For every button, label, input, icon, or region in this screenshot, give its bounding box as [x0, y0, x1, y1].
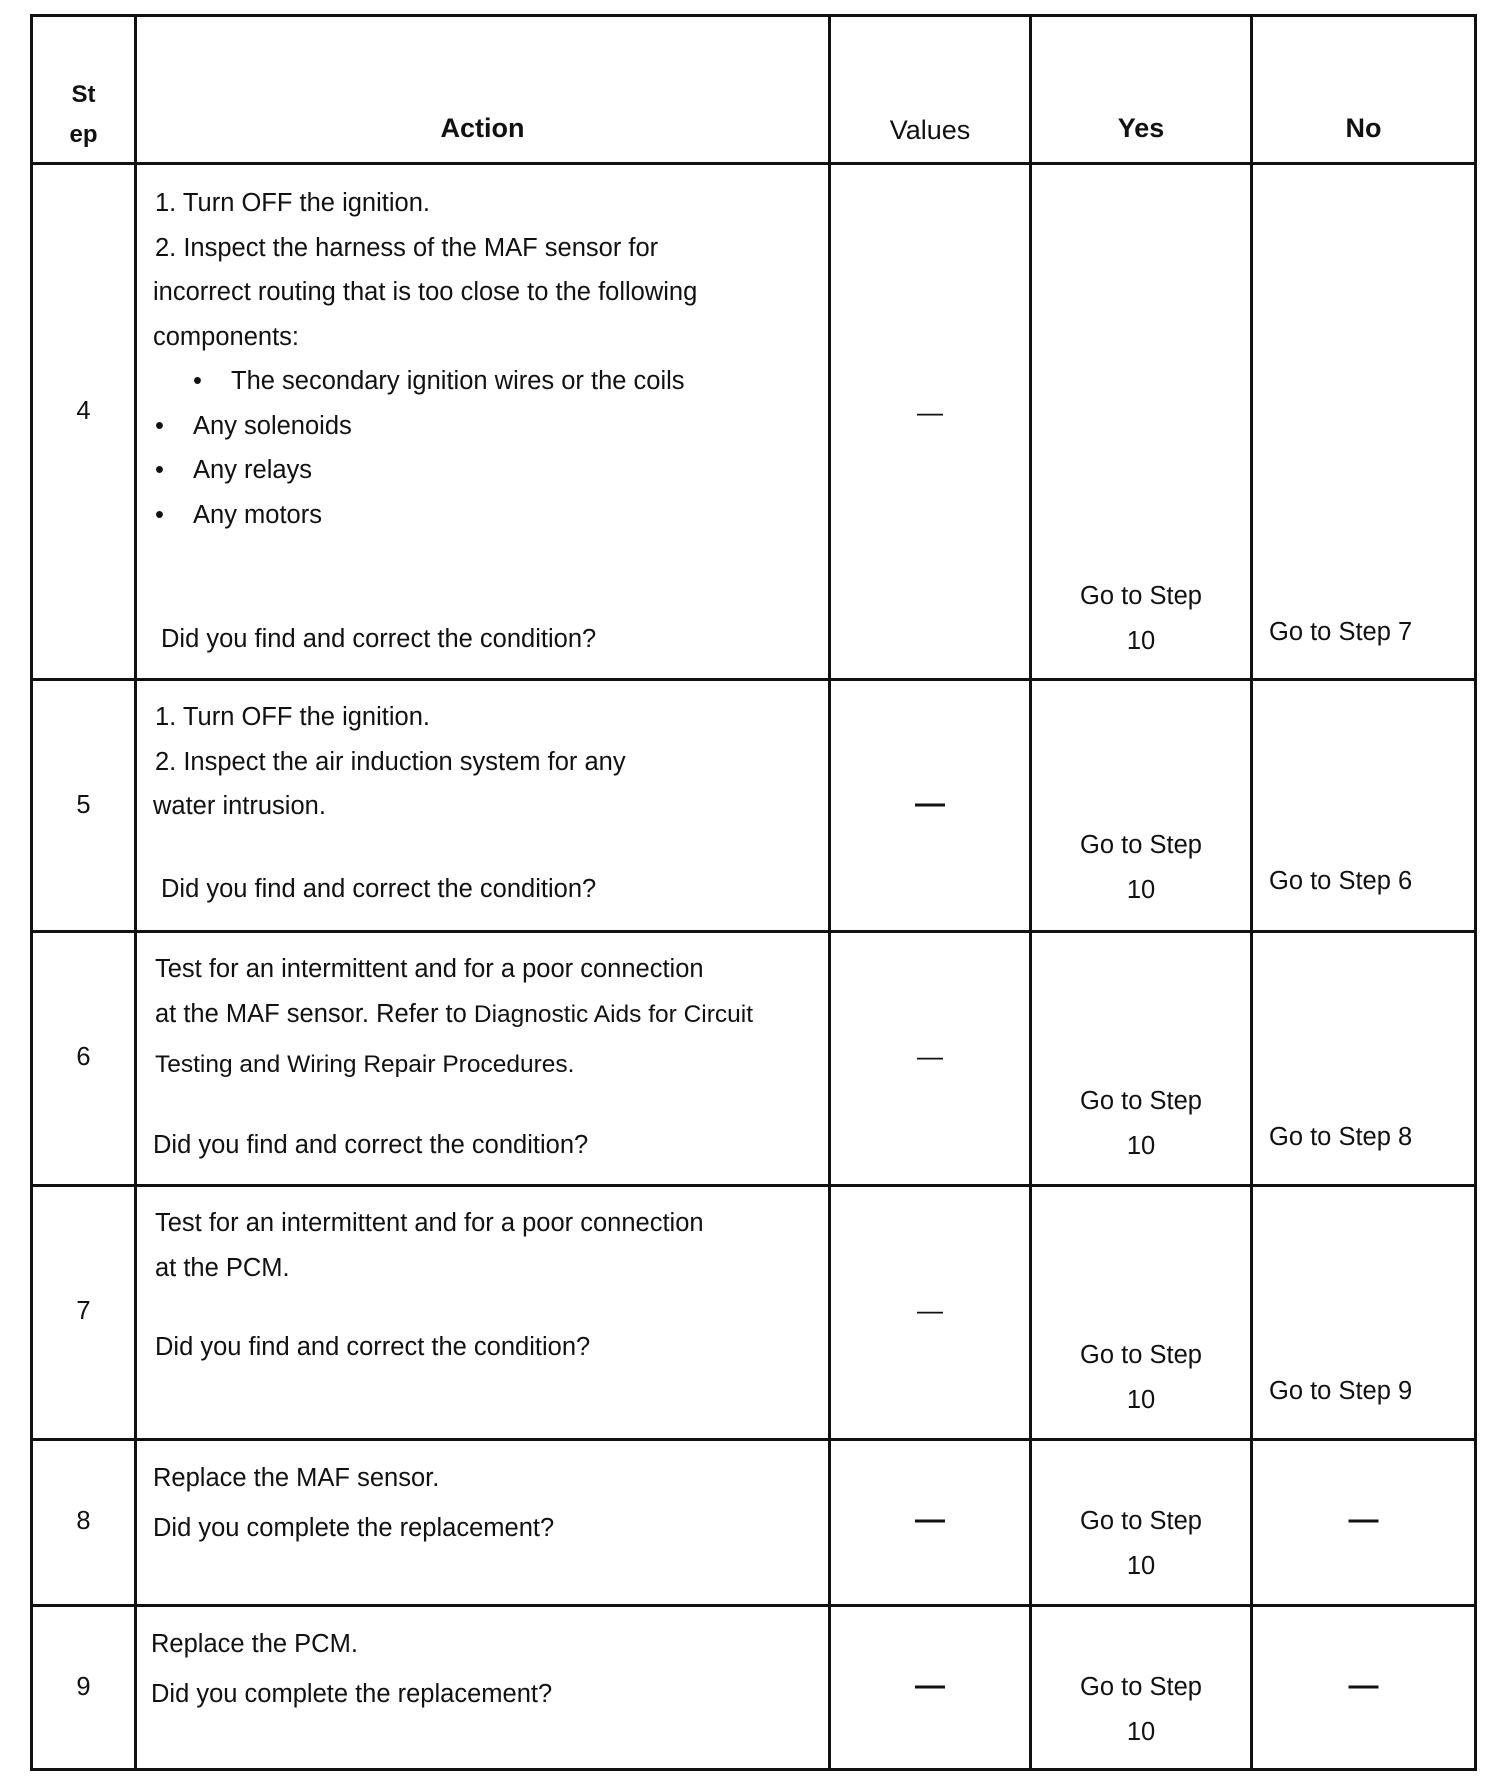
values-dash: — [917, 1295, 943, 1325]
step-number: 9 [76, 1673, 91, 1701]
values-dash: — [915, 1669, 945, 1702]
action-cell [136, 164, 830, 680]
step-number: 6 [76, 1043, 91, 1071]
action-line: Replace the PCM. [151, 1630, 358, 1658]
no-target: Go to Step 9 [1269, 1377, 1413, 1405]
action-cell [136, 1440, 830, 1606]
values-dash: — [917, 1041, 943, 1071]
yes-cell [1031, 1186, 1252, 1440]
no-target: Go to Step 8 [1269, 1123, 1413, 1151]
diagnostic-table [30, 14, 1477, 1771]
header-step-line1: St [71, 81, 96, 108]
header-step-line2: ep [69, 121, 98, 148]
ref-link-text: Testing and Wiring Repair Procedures. [155, 1051, 575, 1078]
values-cell [830, 932, 1031, 1186]
header-values-label: Values [889, 115, 971, 145]
values-cell [830, 164, 1031, 680]
yes-target: Go to Step 10 [1080, 1087, 1202, 1160]
yes-target: Go to Step 10 [1080, 831, 1202, 904]
no-cell [1252, 1440, 1476, 1606]
no-cell [1252, 932, 1476, 1186]
action-line: at the PCM. [155, 1253, 290, 1282]
step-cell [32, 1186, 136, 1440]
header-yes-label: Yes [1117, 113, 1165, 143]
values-cell [830, 680, 1031, 932]
action-cell [136, 932, 830, 1186]
bullet-item: • Any solenoids [155, 411, 352, 440]
step-cell [32, 1440, 136, 1606]
action-line: Test for an intermittent and for a poor connection [155, 955, 704, 983]
action-line: at the MAF sensor. Refer to Diagnostic Aids for Circuit [155, 999, 754, 1028]
ref-link-text: Diagnostic Aids for Circuit [473, 1000, 754, 1028]
yes-cell [1031, 680, 1252, 932]
header-no-label: No [1345, 113, 1382, 143]
action-question: Did you find and correct the condition? [155, 1333, 591, 1361]
action-line: 1. Turn OFF the ignition. [155, 189, 430, 217]
table-row [32, 1440, 1476, 1606]
values-dash: — [915, 1503, 945, 1536]
yes-cell [1031, 1606, 1252, 1770]
action-cell [136, 1606, 830, 1770]
values-dash: — [915, 787, 945, 820]
table-row [32, 1186, 1476, 1440]
yes-cell [1031, 164, 1252, 680]
yes-target: Go to Step 10 [1080, 1507, 1202, 1580]
action-question: Did you find and correct the condition? [161, 875, 597, 903]
values-dash: — [917, 397, 943, 427]
table-row [32, 1606, 1476, 1770]
step-number: 7 [76, 1297, 91, 1325]
action-line: Did you complete the replacement? [151, 1680, 553, 1708]
action-cell [136, 680, 830, 932]
header-yes [1031, 16, 1252, 164]
step-cell [32, 1606, 136, 1770]
yes-cell [1031, 932, 1252, 1186]
no-target: Go to Step 6 [1269, 867, 1413, 895]
action-line: 2. Inspect the air induction system for any [155, 747, 626, 776]
values-cell [830, 1186, 1031, 1440]
action-line: Test for an intermittent and for a poor connection [155, 1209, 704, 1237]
action-line: components: [153, 322, 300, 351]
action-question: Did you find and correct the condition? [153, 1131, 589, 1159]
yes-target: Go to Step 10 [1080, 1341, 1202, 1414]
no-cell [1252, 1606, 1476, 1770]
header-step [32, 16, 136, 164]
header-no [1252, 16, 1476, 164]
values-cell [830, 1606, 1031, 1770]
header-values [830, 16, 1031, 164]
table-row [32, 680, 1476, 932]
step-number: 8 [76, 1507, 91, 1535]
action-line: Replace the MAF sensor. [153, 1464, 440, 1492]
step-number: 4 [76, 397, 91, 425]
header-row [32, 16, 1476, 164]
action-line: 1. Turn OFF the ignition. [155, 703, 430, 731]
no-target: — [1348, 1669, 1379, 1702]
bullet-item: • Any motors [155, 500, 322, 529]
action-line: Did you complete the replacement? [153, 1514, 555, 1542]
bullet-item: • The secondary ignition wires or the coils [193, 367, 685, 395]
action-line: water intrusion. [153, 792, 326, 820]
header-action-label: Action [440, 113, 525, 143]
action-line: incorrect routing that is too close to the following [153, 278, 698, 306]
no-target: Go to Step 7 [1269, 618, 1413, 646]
header-action [136, 16, 830, 164]
action-line: 2. Inspect the harness of the MAF sensor for [155, 233, 659, 262]
no-cell [1252, 680, 1476, 932]
values-cell [830, 1440, 1031, 1606]
yes-target: Go to Step 10 [1080, 582, 1202, 655]
yes-cell [1031, 1440, 1252, 1606]
bullet-item: • Any relays [155, 456, 313, 484]
action-cell [136, 1186, 830, 1440]
table-row [32, 932, 1476, 1186]
no-target: — [1348, 1503, 1379, 1536]
step-cell [32, 932, 136, 1186]
step-cell [32, 164, 136, 680]
yes-target: Go to Step 10 [1080, 1673, 1202, 1746]
step-number: 5 [76, 791, 91, 819]
step-cell [32, 680, 136, 932]
table-row [32, 164, 1476, 680]
no-cell [1252, 164, 1476, 680]
action-question: Did you find and correct the condition? [161, 625, 597, 653]
no-cell [1252, 1186, 1476, 1440]
